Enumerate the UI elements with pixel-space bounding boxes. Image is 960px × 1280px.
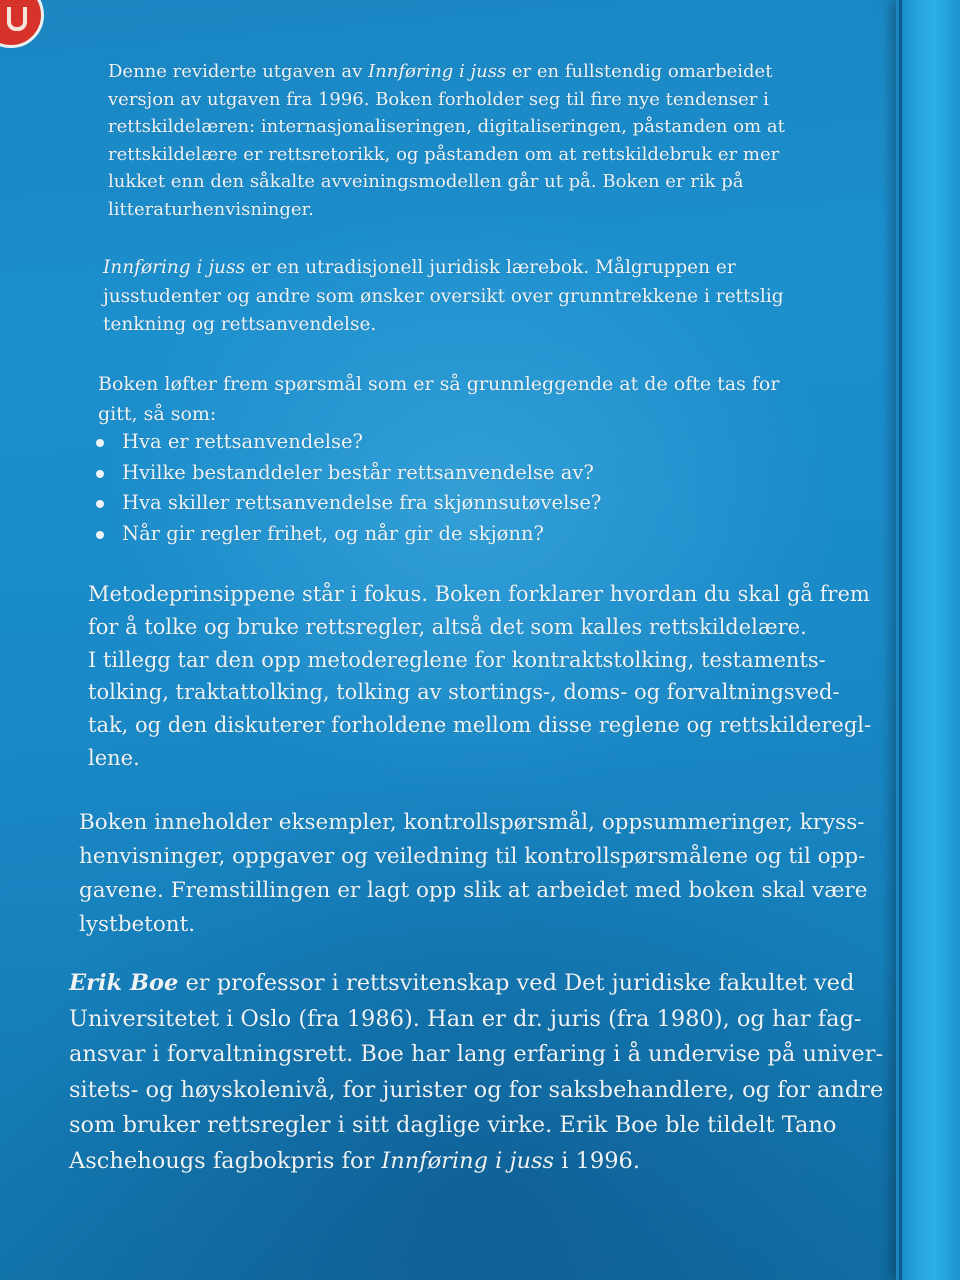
blurb-paragraph-2 — [103, 254, 784, 340]
blurb-line: for å tolke og bruke rettsregler, altså det som kalles rettskildelære. — [88, 614, 807, 639]
book-cover-edge — [896, 0, 960, 1280]
blurb-paragraph-5 — [79, 806, 867, 942]
bullet-icon — [96, 439, 104, 447]
blurb-line: tak, og den diskuterer forholdene mellom disse reglene og rettskilderegl- — [88, 713, 872, 738]
blurb-line: Denne reviderte utgaven av Innføring i juss er en fullstendig omarbeidet — [108, 61, 773, 82]
blurb-line: gavene. Fremstillingen er lagt opp slik at arbeidet med boken skal være — [79, 878, 868, 903]
bullet-item: Når gir regler frihet, og når gir de skjønn? — [94, 519, 601, 550]
blurb-line: som bruker rettsregler i sitt daglige virke. Erik Boe ble tildelt Tano — [69, 1112, 837, 1138]
blurb-line: tolking, traktattolking, tolking av stortings-, doms- og forvaltningsved- — [88, 680, 840, 705]
blurb-line: Boken inneholder eksempler, kontrollspørsmål, oppsummeringer, kryss- — [79, 810, 865, 835]
blurb-line: lukket enn den såkalte avveiningsmodellen går ut på. Boken er rik på — [108, 171, 744, 192]
bullet-icon — [96, 470, 104, 478]
blurb-line: Boken løfter frem spørsmål som er så grunnleggende at de ofte tas for — [98, 373, 780, 395]
bullet-icon — [96, 531, 104, 539]
publisher-logo-icon — [0, 0, 44, 48]
blurb-line: rettskildelæren: internasjonaliseringen, digitaliseringen, påstanden om at — [108, 116, 785, 137]
blurb-line: lene. — [88, 745, 140, 770]
bullet-icon — [96, 500, 104, 508]
blurb-line: versjon av utgaven fra 1996. Boken forholder seg til fire nye tendenser i — [108, 88, 769, 110]
blurb-line: jusstudenter og andre som ønsker oversikt over grunntrekkene i rettslig — [103, 285, 784, 307]
blurb-line: Innføring i juss er en utradisjonell juridisk lærebok. Målgruppen er — [103, 257, 736, 278]
blurb-line: litteraturhenvisninger. — [108, 198, 314, 220]
bullet-item: Hvilke bestanddeler består rettsanvendelse av? — [94, 458, 601, 489]
blurb-line: sitets- og høyskolenivå, for jurister og for saksbehandlere, og for andre — [69, 1076, 884, 1103]
blurb-paragraph-4 — [88, 578, 871, 775]
question-bullet-list — [94, 427, 601, 549]
blurb-paragraph-1 — [108, 58, 785, 223]
author-name: Erik Boe — [69, 970, 179, 996]
bullet-item: Hva er rettsanvendelse? — [94, 427, 601, 458]
blurb-line: rettskildelære er rettsretorikk, og påstanden om at rettskildebruk er mer — [108, 143, 780, 165]
blurb-line: lystbetont. — [79, 912, 196, 937]
blurb-line: Universitetet i Oslo (fra 1986). Han er dr. juris (fra 1980), og har fag- — [69, 1005, 862, 1032]
blurb-line: ansvar i forvaltningsrett. Boe har lang erfaring i å undervise på univer- — [69, 1041, 884, 1067]
author-bio — [69, 966, 883, 1179]
blurb-line: Erik Boe er professor i rettsvitenskap ved Det juridiske fakultet ved — [69, 970, 855, 996]
book-spine-groove — [899, 0, 902, 1280]
blurb-line: henvisninger, oppgaver og veiledning til kontrollspørsmålene og til opp- — [79, 844, 866, 869]
bullet-item: Hva skiller rettsanvendelse fra skjønnsutøvelse? — [94, 488, 601, 519]
blurb-line: I tillegg tar den opp metodereglene for kontraktstolking, testaments- — [88, 647, 826, 672]
blurb-line: Metodeprinsippene står i fokus. Boken forklarer hvordan du skal gå frem — [88, 582, 870, 606]
blurb-line: Aschehougs fagbokpris for Innføring i juss i 1996. — [69, 1147, 640, 1174]
blurb-paragraph-3 — [98, 369, 779, 429]
blurb-line: tenkning og rettsanvendelse. — [103, 314, 377, 335]
blurb-line: gitt, så som: — [98, 403, 217, 425]
